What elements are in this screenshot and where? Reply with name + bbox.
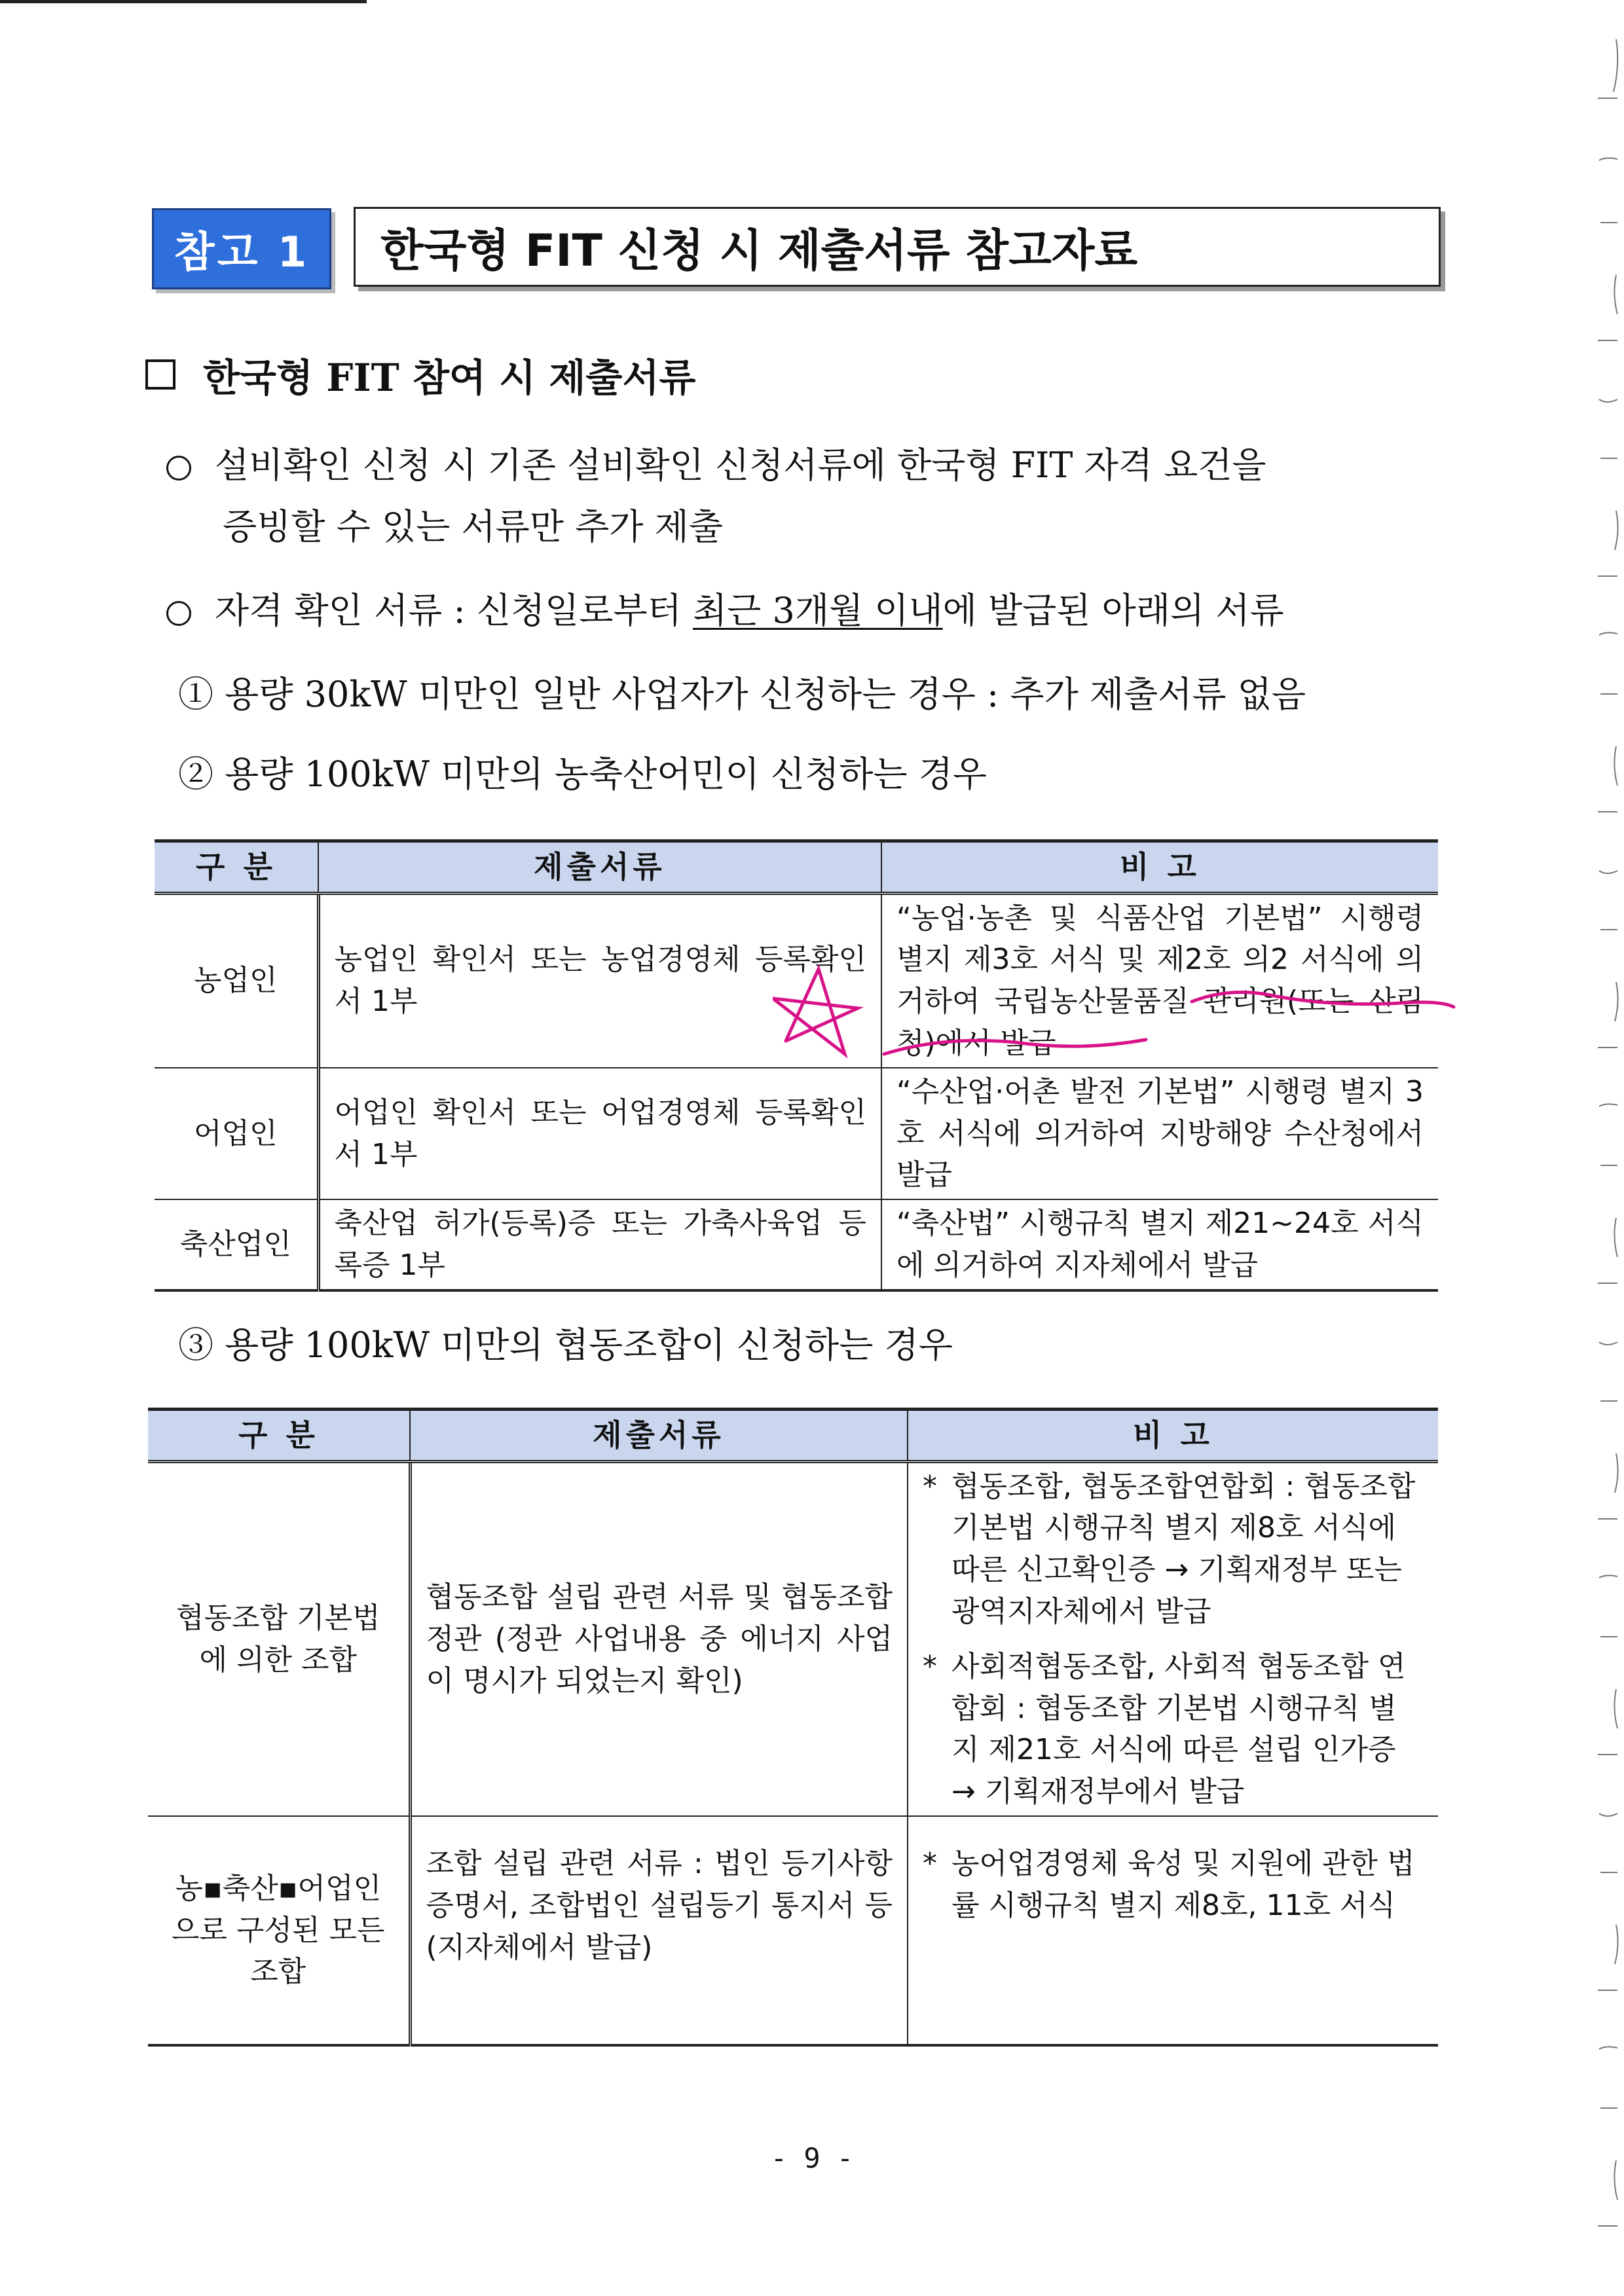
circle-bullet-icon [166,456,191,481]
checkbox-square-icon [145,359,175,390]
page-number: - 9 - [770,2142,854,2174]
section-heading [145,347,696,402]
reference-badge: 참고 1 [152,208,331,289]
asterisk-icon: * [923,1847,937,1881]
row-remarks [908,1816,1438,2045]
table-header-row [155,841,1438,894]
row-remarks: “수산업·어촌 발전 기본법” 시행령 별지 3호 서식에 의거하여 지방해양 수산청에서 발급 [881,1068,1438,1199]
item-1: ① 용량 30kW 미만인 일반 사업자가 신청하는 경우 : 추가 제출서류 없음 [178,674,1306,715]
table-header-row [148,1410,1438,1462]
table-row [148,1461,1438,1816]
row-category: 농업인 [155,893,318,1068]
row-documents: 협동조합 설립 관련 서류 및 협동조합 정관 (정관 사업내용 중 에너지 사업이 명시가 되었는지 확인) [410,1461,908,1816]
binding-margin-marks [1585,0,1624,2296]
table-row [148,1816,1438,2045]
row-documents: 농업인 확인서 또는 농업경영체 등록확인서 1부 [318,893,881,1068]
header-documents: 제출서류 [410,1410,908,1462]
scan-edge-line [0,0,367,3]
circle-bullet-icon [166,601,191,626]
row-remarks: “축산법” 시행규칙 별지 제21~24호 서식에 의거하여 지자체에서 발급 [881,1199,1438,1290]
header-documents: 제출서류 [318,841,881,894]
row-remarks: “농업·농촌 및 식품산업 기본법” 시행령 별지 제3호 서식 및 제2호 의2 서식에 의거하여 국립농산물품질 관리원(또는 산림청)에서 발급 [881,893,1438,1068]
row-category: 농▪축산▪어업인으로 구성된 모든 조합 [148,1816,410,2045]
item-2: ② 용량 100kW 미만의 농축산어민이 신청하는 경우 [178,754,987,795]
row-documents: 축산업 허가(등록)증 또는 가축사육업 등록증 1부 [318,1199,881,1290]
table-cooperatives [148,1408,1438,2047]
asterisk-icon: * [923,1469,937,1503]
paragraph-1-line-1 [166,437,1266,488]
paragraph-1-line-2: 증빙할 수 있는 서류만 추가 제출 [223,506,723,547]
header-category: 구 분 [155,841,318,894]
remark-note: * 협동조합, 협동조합연합회 : 협동조합 기본법 시행규칙 별지 제8호 서식에 따른 신고확인증 → 기획재정부 또는 광역지자체에서 발급 [923,1466,1424,1633]
row-category: 협동조합 기본법에 의한 조합 [148,1461,410,1816]
table-row [155,1068,1438,1199]
handwritten-star-and-underline [773,962,1467,1067]
row-documents: 조합 설립 관련 서류 : 법인 등기사항증명서, 조합법인 설립등기 통지서 등(지자체에서 발급) [410,1816,908,2045]
paragraph-2-post: 에 발급된 아래의 서류 [942,590,1284,631]
header-category: 구 분 [148,1410,410,1462]
paragraph-2-pre: 자격 확인 서류 : 신청일로부터 [215,590,693,631]
remark-note: * 사회적협동조합, 사회적 협동조합 연합회 : 협동조합 기본법 시행규칙 별지 제21호 서식에 따른 설립 인가증 → 기획재정부에서 발급 [923,1646,1424,1813]
table-row [155,1199,1438,1290]
header-remarks: 비 고 [908,1410,1438,1462]
paragraph-2 [166,583,1284,633]
row-category: 어업인 [155,1068,318,1199]
paragraph-2-underlined: 최근 3개월 이내 [693,590,943,631]
page-title [354,207,1441,287]
item-3: ③ 용량 100kW 미만의 협동조합이 신청하는 경우 [178,1324,953,1366]
row-remarks [908,1461,1438,1816]
header-remarks: 비 고 [881,841,1438,894]
row-documents: 어업인 확인서 또는 어업경영체 등록확인서 1부 [318,1068,881,1199]
paragraph-1-text: 설비확인 신청 시 기존 설비확인 신청서류에 한국형 FIT 자격 요건을 [215,445,1266,486]
section-heading-text: 한국형 FIT 참여 시 제출서류 [203,355,696,400]
remark-note: * 농어업경영체 육성 및 지원에 관한 법률 시행규칙 별지 제8호, 11호 서식 [923,1843,1424,1927]
row-category: 축산업인 [155,1199,318,1290]
page-title-text: 한국형 FIT 신청 시 제출서류 참고자료 [380,225,1138,277]
asterisk-icon: * [923,1649,937,1683]
